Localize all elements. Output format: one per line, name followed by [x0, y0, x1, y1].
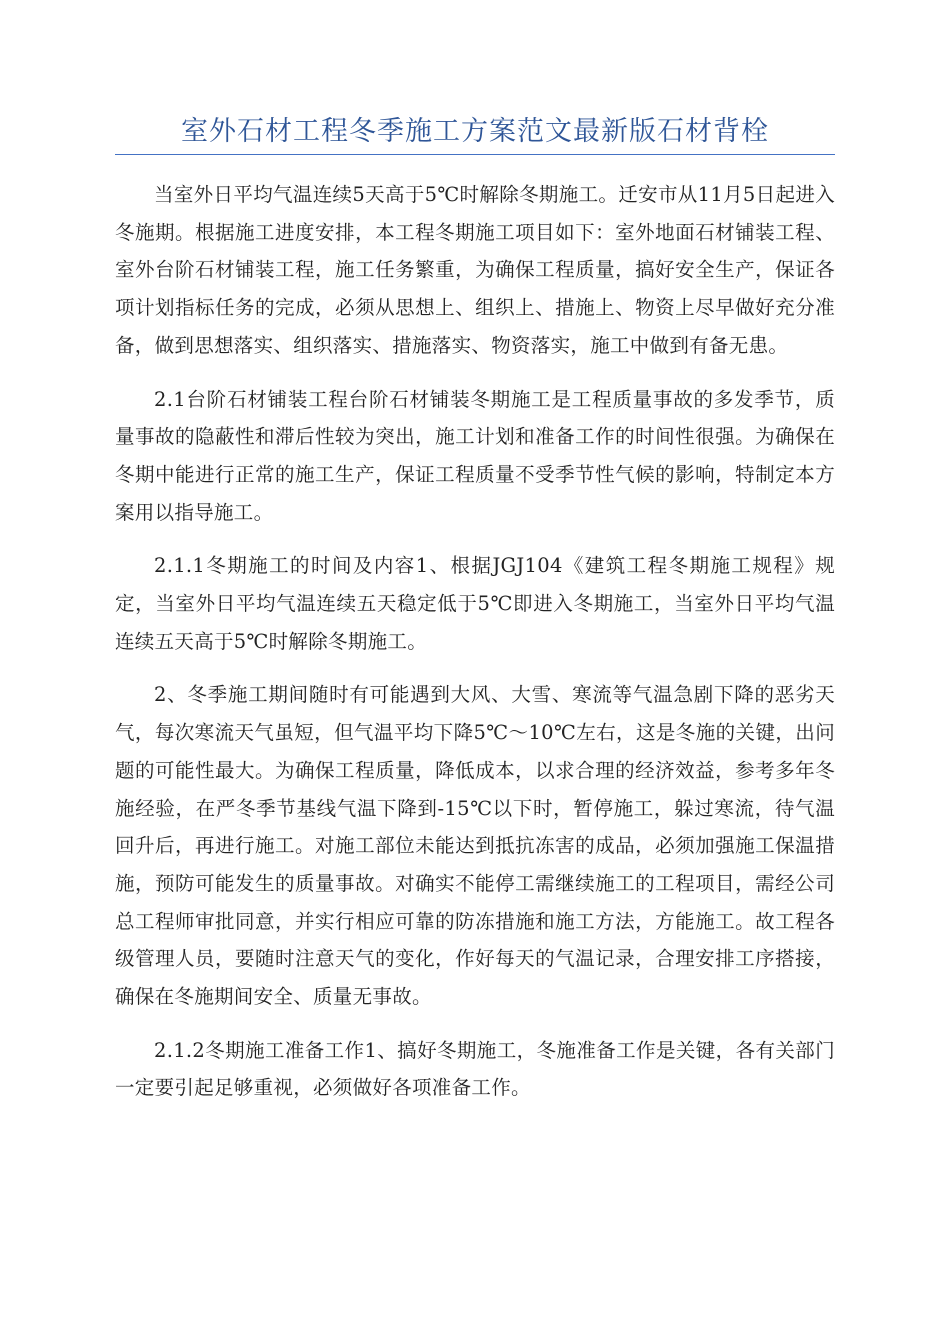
paragraph-2: 2.1台阶石材铺装工程台阶石材铺装冬期施工是工程质量事故的多发季节，质量事故的隐蔽性和滞后性较为突出，施工计划和准备工作的时间性很强。为确保在冬期中能进行正常的施工生产，保证工程质量不受季节性气候的影响，特制定本方案用以指导施工。: [115, 387, 835, 524]
document-title: 室外石材工程冬季施工方案范文最新版石材背栓: [181, 116, 769, 147]
paragraph-5: 2.1.2冬期施工准备工作1、搞好冬期施工，冬施准备工作是关键，各有关部门一定要引起足够重视，必须做好各项准备工作。: [115, 1038, 835, 1100]
paragraph-3: 2.1.1冬期施工的时间及内容1、根据JGJ104《建筑工程冬期施工规程》规定，当室外日平均气温连续五天稳定低于5℃即进入冬期施工，当室外日平均气温连续五天高于5℃时解除冬期施工。: [115, 554, 835, 653]
paragraph-1: 当室外日平均气温连续5天高于5℃时解除冬期施工。迁安市从11月5日起进入冬施期。根据施工进度安排，本工程冬期施工项目如下：室外地面石材铺装工程、室外台阶石材铺装工程，施工任务繁重，为确保工程质量，搞好安全生产，保证各项计划指标任务的完成，必须从思想上、组织上、措施上、物资上尽早做好充分准备，做到思想落实、组织落实、措施落实、物资落实，施工中做到有备无患。: [115, 183, 835, 357]
title-underline: [115, 154, 835, 155]
paragraph-4: 2、冬季施工期间随时有可能遇到大风、大雪、寒流等气温急剧下降的恶劣天气，每次寒流天气虽短，但气温平均下降5℃～10℃左右，这是冬施的关键，出问题的可能性最大。为确保工程质量，降低成本，以求合理的经济效益，参考多年冬施经验，在严冬季节基线气温下降到-15℃以下时，暂停施工，躲过寒流，待气温回升后，再进行施工。对施工部位未能达到抵抗冻害的成品，必须加强施工保温措施，预防可能发生的质量事故。对确实不能停工需继续施工的工程项目，需经公司总工程师审批同意，并实行相应可靠的防冻措施和施工方法，方能施工。故工程各级管理人员，要随时注意天气的变化，作好每天的气温记录，合理安排工序搭接，确保在冬施期间安全、质量无事故。: [115, 683, 835, 1009]
document-body: [115, 176, 835, 1123]
